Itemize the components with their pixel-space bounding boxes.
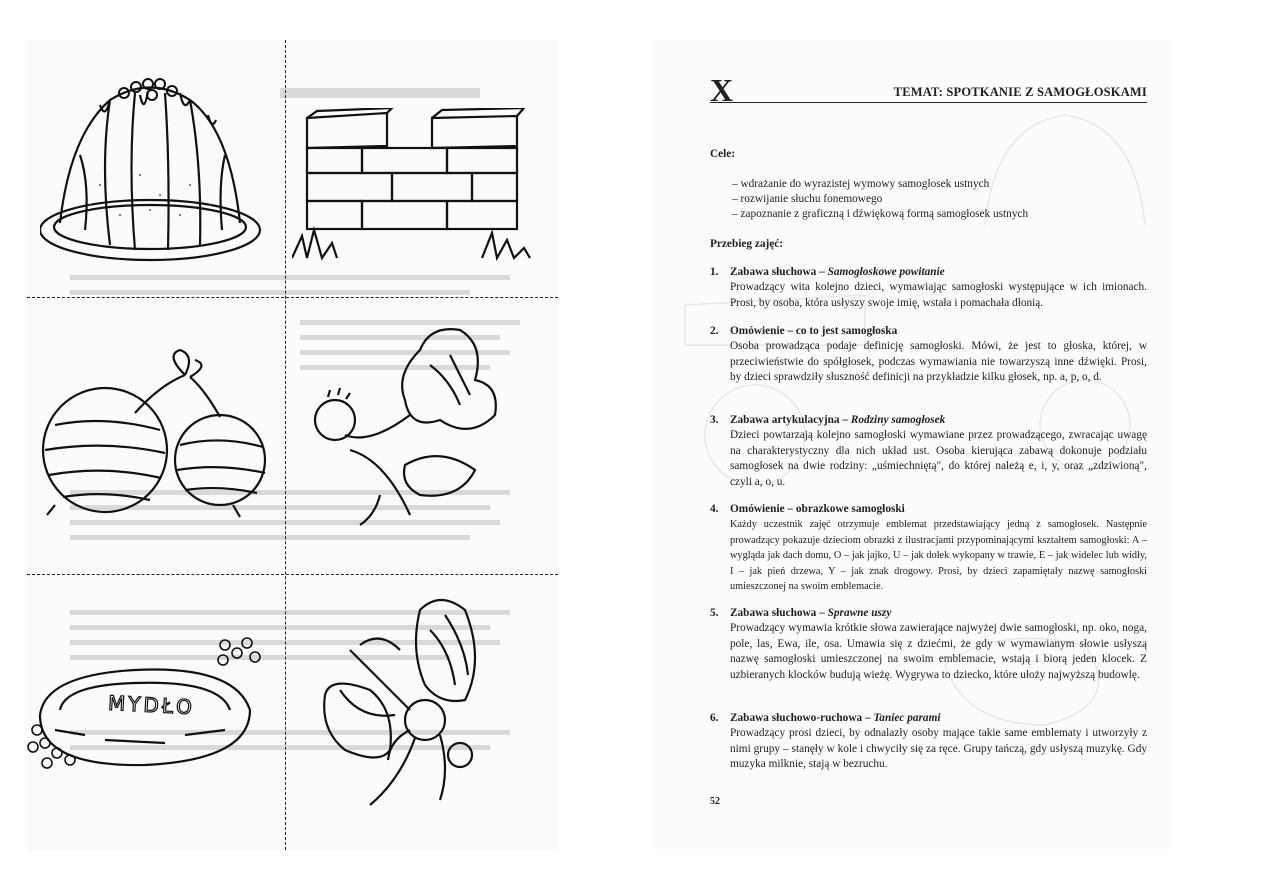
section-title: Zabawa słuchowa – <box>730 607 828 619</box>
section-number: 6. <box>710 712 719 724</box>
cake-picture <box>40 75 275 275</box>
section-body: Dzieci powtarzają kolejno samogłoski wymawiane przez prowadzącego, zwracając uwagę na charakterystyczny dla nich układ ust. Osoba kierująca zabawą dokonuje podziału samogłosek na dwie rodziny: „uśmiechniętą", do której należą e, i, y, oraz „zdziwioną", czyli a, o, u. <box>730 429 1147 488</box>
section-body: Prowadzący wita kolejno dzieci, wymawiając samogłoski występujące w ich imionach. Prosi, by osoba, która usłyszy swoje imię, wstała i pomachała dłonią. <box>730 281 1147 309</box>
chapter-letter: X <box>710 72 734 108</box>
page-number: 52 <box>710 796 720 807</box>
section-body: Osoba prowadząca podaje definicję samogłoski. Mówi, że jest to głoska, której, w przeciwieństwie do spółgłosek, podczas wymawiania nie towarzyszą inne dźwięki. Prosi, by dzieci sprawdziły słuszność definicji na przykładzie kilku głosek, np. a, p, o, d. <box>730 340 1147 384</box>
cherries-picture <box>35 345 275 530</box>
poppy-picture <box>310 325 550 535</box>
section-body: Każdy uczestnik zajęć otrzymuje emblemat przedstawiający jedną z samogłosek. Następnie prowadzący pokazuje dzieciom obrazki z ilustracjami przypominającymi kształtem samogłoski: A – wygląda jak dach domu, O – jak jajko, U – jak dołek wykopany w trawie, E – jak widelec lub widły, I – jak pień drzewa, Y – jak znak drogowy. Prosi, by dzieci zapamiętały nazwę samogłoski umieszczonej na swoim emblemacie. <box>730 519 1147 593</box>
section-4 <box>710 502 1147 594</box>
brick-wall-picture <box>292 108 532 268</box>
section-title: Zabawa słuchowa – <box>730 266 828 278</box>
section-2 <box>710 324 1147 386</box>
goal-item: – zapoznanie z graficzną i dźwiękową formą samogłosek ustnych <box>732 207 1028 222</box>
fly-picture <box>300 590 540 825</box>
goals-label: Cele: <box>710 148 736 160</box>
section-number: 5. <box>710 607 719 619</box>
course-label: Przebieg zajęć: <box>710 238 784 250</box>
goal-item: – rozwijanie słuchu fonemowego <box>732 192 1028 207</box>
section-5 <box>710 606 1147 683</box>
section-number: 2. <box>710 325 719 337</box>
section-3 <box>710 413 1147 490</box>
section-number: 1. <box>710 266 719 278</box>
section-title: Omówienie – co to jest samogłoska <box>730 325 898 337</box>
section-1 <box>710 265 1147 311</box>
section-game: Rodziny samogłosek <box>850 414 946 426</box>
topic-title: TEMAT: SPOTKANIE Z SAMOGŁOSKAMI <box>893 85 1147 99</box>
section-body: Prowadzący wymawia krótkie słowa zawierające najwyżej dwie samogłoski, np. oko, noga, pole, las, Ewa, ile, osa. Umawia się z dziećmi, że gdy w wymawianym słowie usłyszą nazwę samogłoski umieszczonej na swoim emblemacie, wstają i biorą jeden klocek. Z uzbieranych klocków budują wieżę. Wygrywa to dziecko, które ułoży najwyższą budowlę. <box>730 622 1147 681</box>
cut-line-horizontal-bottom <box>27 574 558 575</box>
section-title: Zabawa słuchowo-ruchowa – <box>730 712 874 724</box>
section-title: Zabawa artykulacyjna – <box>730 414 851 426</box>
cut-line-horizontal-top <box>27 297 558 298</box>
cut-line-vertical <box>285 40 286 850</box>
section-6 <box>710 711 1147 773</box>
section-number: 3. <box>710 414 719 426</box>
soap-label: MYDŁO <box>107 690 196 720</box>
section-game: Samogłoskowe powitanie <box>827 266 945 278</box>
section-title: Omówienie – obrazkowe samogłoski <box>730 503 905 515</box>
section-game: Sprawne uszy <box>827 607 892 619</box>
section-body: Prowadzący prosi dzieci, by odnalazły osoby mające takie same emblematy i utworzyły z nimi grupy – stanęły w kole i chwyciły się za ręce. Grupy tańczą, gdy usłyszą muzykę. Gdy muzyka milknie, stają w bezruchu. <box>730 727 1147 771</box>
section-number: 4. <box>710 503 719 515</box>
section-game: Taniec parami <box>873 712 941 724</box>
goal-item: – wdrażanie do wyrazistej wymowy samogłosek ustnych <box>732 177 1028 192</box>
header-rule <box>710 102 1147 103</box>
goals-list <box>732 177 1028 222</box>
